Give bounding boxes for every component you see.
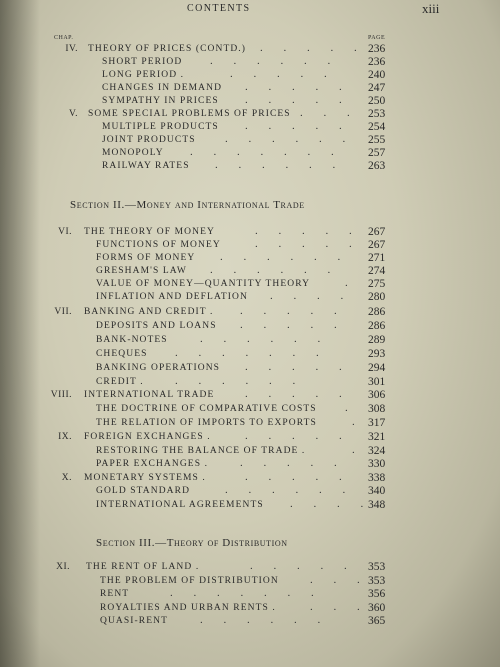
entry-title: THE THEORY OF MONEY — [84, 227, 215, 237]
entry-page: 240 — [368, 69, 386, 81]
entry-title: MONOPOLY — [102, 148, 164, 158]
entry-title: QUASI-RENT — [100, 616, 168, 626]
entry-page: 257 — [368, 147, 386, 159]
entry-title: BANK-NOTES — [96, 335, 168, 345]
chapter-number: VI. — [58, 227, 72, 237]
entry-page: 255 — [368, 134, 386, 146]
entry-title: CHEQUES — [96, 349, 148, 359]
leader-dots: . . . . . — [250, 560, 356, 572]
entry-page: 254 — [368, 121, 386, 133]
entry-page: 267 — [368, 226, 386, 238]
leader-dots: . . . — [300, 107, 359, 119]
leader-dots: . . . . . — [240, 305, 346, 317]
entry-page: 308 — [368, 403, 386, 415]
entry-page: 247 — [368, 82, 386, 94]
entry-title: INFLATION AND DEFLATION — [96, 292, 248, 302]
section-title: Section II.—Money and International Trade — [70, 199, 305, 211]
leader-dots: . . . . . . — [210, 55, 340, 67]
leader-dots: . . . . . . . — [175, 347, 328, 359]
entry-title: MULTIPLE PRODUCTS — [102, 122, 219, 132]
entry-page: 356 — [368, 588, 386, 600]
leader-dots: . . . . . — [245, 430, 351, 442]
chapter-column-label: CHAP. — [54, 35, 74, 41]
entry-page: 280 — [368, 291, 386, 303]
entry-page: 267 — [368, 239, 386, 251]
entry-title: SOME SPECIAL PROBLEMS OF PRICES — [88, 109, 291, 119]
entry-title: RAILWAY RATES — [102, 161, 190, 171]
entry-title: CHANGES IN DEMAND — [102, 83, 223, 93]
leader-dots: . . . — [310, 601, 369, 613]
entry-title: FOREIGN EXCHANGES . — [84, 432, 211, 442]
entry-page: 330 — [368, 458, 386, 470]
chapter-number: XI. — [56, 562, 70, 572]
entry-page: 275 — [368, 278, 386, 290]
entry-page: 271 — [368, 252, 386, 264]
entry-title: FUNCTIONS OF MONEY — [96, 240, 221, 250]
entry-page: 263 — [368, 160, 386, 172]
entry-page: 353 — [368, 575, 386, 587]
entry-page: 286 — [368, 306, 386, 318]
entry-title: DEPOSITS AND LOANS — [96, 321, 217, 331]
entry-page: 294 — [368, 362, 386, 374]
entry-title: MONETARY SYSTEMS . — [84, 473, 206, 483]
running-head: CONTENTS — [187, 3, 251, 14]
entry-title: VALUE OF MONEY—QUANTITY THEORY — [96, 279, 311, 289]
leader-dots: . . . . . — [255, 238, 361, 250]
entry-page: 353 — [368, 561, 386, 573]
leader-dots: . — [352, 444, 364, 456]
entry-page: 324 — [368, 445, 386, 457]
page-column-label: PAGE — [368, 35, 386, 41]
entry-title: BANKING OPERATIONS — [96, 363, 221, 373]
leader-dots: . . . . . . — [200, 333, 330, 345]
leader-dots: . . . . . . — [220, 251, 350, 263]
leader-dots: . . . . . — [255, 225, 361, 237]
entry-title: THE RENT OF LAND . — [86, 562, 200, 572]
chapter-number: IV. — [65, 44, 78, 54]
leader-dots: . . . . . — [240, 319, 346, 331]
entry-page: 253 — [368, 108, 386, 120]
entry-title: BANKING AND CREDIT . — [84, 307, 214, 317]
entry-title: JOINT PRODUCTS — [102, 135, 196, 145]
leader-dots: . . . . . — [245, 120, 351, 132]
leader-dots: . . . . . . . — [190, 146, 343, 158]
leader-dots: . . . . . — [230, 68, 336, 80]
entry-title: THE DOCTRINE OF COMPARATIVE COSTS — [96, 404, 317, 414]
chapter-number: X. — [61, 473, 72, 483]
leader-dots: . . . . . . — [200, 614, 330, 626]
entry-page: 289 — [368, 334, 386, 346]
entry-title: RENT — [100, 589, 130, 599]
entry-page: 301 — [368, 376, 386, 388]
entry-page: 321 — [368, 431, 386, 443]
leader-dots: . . . . . . — [175, 375, 305, 387]
entry-title: PAPER EXCHANGES . — [96, 459, 209, 469]
entry-title: RESTORING THE BALANCE OF TRADE . — [96, 446, 306, 456]
entry-title: GOLD STANDARD — [96, 486, 191, 496]
entry-title: THE RELATION OF IMPORTS TO EXPORTS — [96, 418, 317, 428]
section-heading — [70, 199, 305, 211]
entry-title: LONG PERIOD . — [102, 70, 185, 80]
leader-dots: . . . . . . — [210, 264, 340, 276]
entry-page: 286 — [368, 320, 386, 332]
entry-title: THE PROBLEM OF DISTRIBUTION — [100, 576, 279, 586]
leader-dots: . . . . . . — [215, 159, 345, 171]
entry-page: 360 — [368, 602, 386, 614]
leader-dots: . . . . — [290, 498, 373, 510]
entry-title: CREDIT . — [96, 377, 144, 387]
entry-title: FORMS OF MONEY — [96, 253, 196, 263]
leader-dots: . . . . . — [260, 42, 366, 54]
leader-dots: . . . . . — [245, 471, 351, 483]
chapter-number: VII. — [54, 307, 72, 317]
entry-page: 274 — [368, 265, 386, 277]
leader-dots: . . . . . . — [225, 133, 355, 145]
leader-dots: . . . . . — [240, 457, 346, 469]
entry-title: SYMPATHY IN PRICES — [102, 96, 219, 106]
leader-dots: . . . — [310, 574, 369, 586]
entry-page: 236 — [368, 56, 386, 68]
leader-dots: . . . . . — [245, 94, 351, 106]
chapter-number: VIII. — [50, 390, 72, 400]
entry-page: 306 — [368, 389, 386, 401]
section-heading — [96, 537, 288, 549]
entry-page: 365 — [368, 615, 386, 627]
leader-dots: . . . . . . . — [170, 587, 323, 599]
entry-title: INTERNATIONAL TRADE — [84, 390, 215, 400]
entry-page: 348 — [368, 499, 386, 511]
entry-page: 317 — [368, 417, 386, 429]
leader-dots: . — [352, 416, 364, 428]
entry-page: 250 — [368, 95, 386, 107]
entry-page: 293 — [368, 348, 386, 360]
entry-page: 340 — [368, 485, 386, 497]
leader-dots: . . . . . . — [225, 484, 355, 496]
entry-title: GRESHAM'S LAW — [96, 266, 187, 276]
leader-dots: . . . . . — [245, 361, 351, 373]
entry-page: 236 — [368, 43, 386, 55]
entry-page: 338 — [368, 472, 386, 484]
leader-dots: . — [345, 277, 357, 289]
leader-dots: . . . . . — [245, 81, 351, 93]
chapter-number: V. — [68, 109, 78, 119]
entry-title: ROYALTIES AND URBAN RENTS . — [100, 603, 276, 613]
leader-dots: . . . . — [270, 290, 353, 302]
entry-title: THEORY OF PRICES (CONTD.) — [88, 44, 247, 54]
leader-dots: . . . . . — [245, 388, 351, 400]
entry-title: INTERNATIONAL AGREEMENTS — [96, 500, 264, 510]
entry-title: SHORT PERIOD — [102, 57, 183, 67]
leader-dots: . — [345, 402, 357, 414]
page-number: xiii — [422, 1, 440, 16]
section-title: Section III.—Theory of Distribution — [96, 537, 288, 549]
chapter-number: IX. — [58, 432, 72, 442]
